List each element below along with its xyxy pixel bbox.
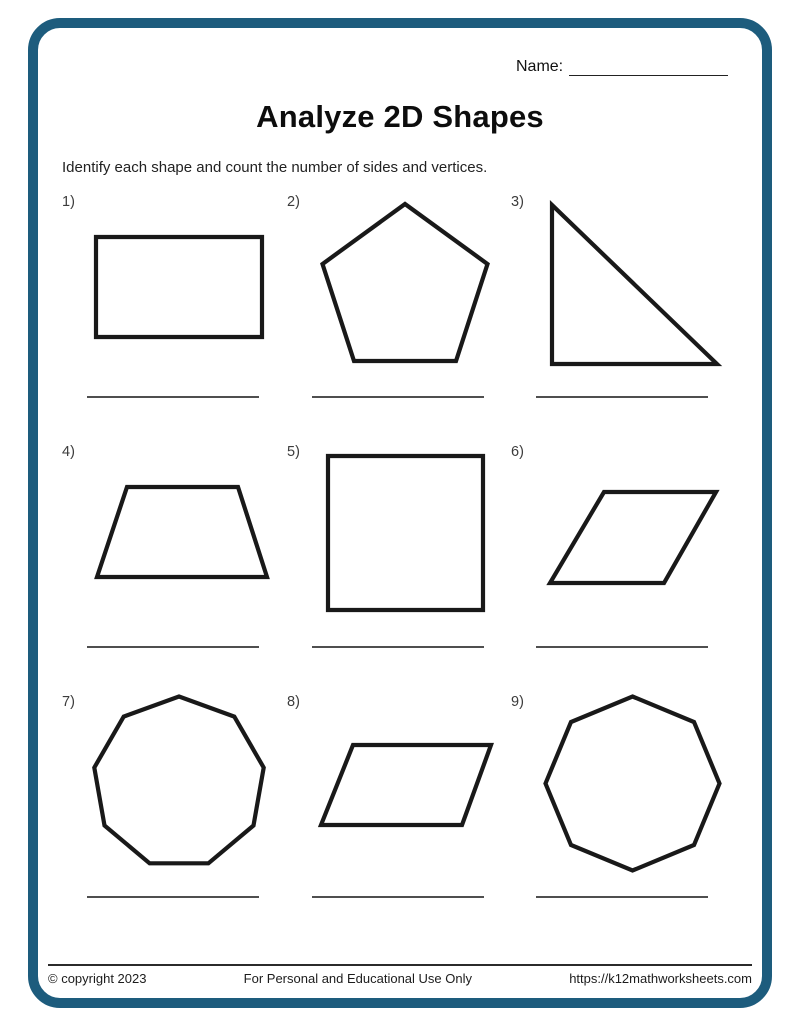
problem-cell-2 <box>275 190 505 410</box>
problem-number: 7) <box>62 694 75 710</box>
answer-line[interactable] <box>87 646 259 648</box>
pentagon-shape <box>275 190 505 410</box>
answer-line[interactable] <box>312 896 484 898</box>
footer <box>48 971 752 986</box>
octagon-shape <box>499 690 729 910</box>
problem-number: 8) <box>287 694 300 710</box>
instructions-text: Identify each shape and count the number of sides and vertices. <box>62 159 488 176</box>
problem-cell-4 <box>50 440 280 660</box>
usage-text: For Personal and Educational Use Only <box>243 971 473 986</box>
problem-number: 6) <box>511 444 524 460</box>
problem-cell-8 <box>275 690 505 910</box>
answer-line[interactable] <box>312 396 484 398</box>
problem-number: 1) <box>62 194 75 210</box>
answer-line[interactable] <box>312 646 484 648</box>
answer-line[interactable] <box>536 646 708 648</box>
problem-number: 4) <box>62 444 75 460</box>
parallelogram-shape <box>499 440 729 660</box>
copyright-text: © copyright 2023 <box>48 971 147 986</box>
problem-number: 3) <box>511 194 524 210</box>
problem-number: 2) <box>287 194 300 210</box>
trapezoid-shape <box>50 440 280 660</box>
rectangle-shape <box>50 190 280 410</box>
name-row <box>516 57 728 76</box>
problem-cell-6 <box>499 440 729 660</box>
page-title: Analyze 2D Shapes <box>256 99 544 134</box>
parallelogram-shape <box>275 690 505 910</box>
problem-number: 5) <box>287 444 300 460</box>
square-shape <box>275 440 505 660</box>
answer-line[interactable] <box>536 896 708 898</box>
problem-cell-9 <box>499 690 729 910</box>
name-fill-line[interactable] <box>569 57 728 76</box>
site-url: https://k12mathworksheets.com <box>569 971 752 986</box>
problem-cell-1 <box>50 190 280 410</box>
problem-cell-3 <box>499 190 729 410</box>
footer-divider <box>48 964 752 966</box>
answer-line[interactable] <box>87 896 259 898</box>
nonagon-shape <box>50 690 280 910</box>
name-label: Name: <box>516 58 564 75</box>
problem-number: 9) <box>511 694 524 710</box>
right-triangle-shape <box>499 190 729 410</box>
problem-cell-7 <box>50 690 280 910</box>
answer-line[interactable] <box>536 396 708 398</box>
problem-cell-5 <box>275 440 505 660</box>
answer-line[interactable] <box>87 396 259 398</box>
